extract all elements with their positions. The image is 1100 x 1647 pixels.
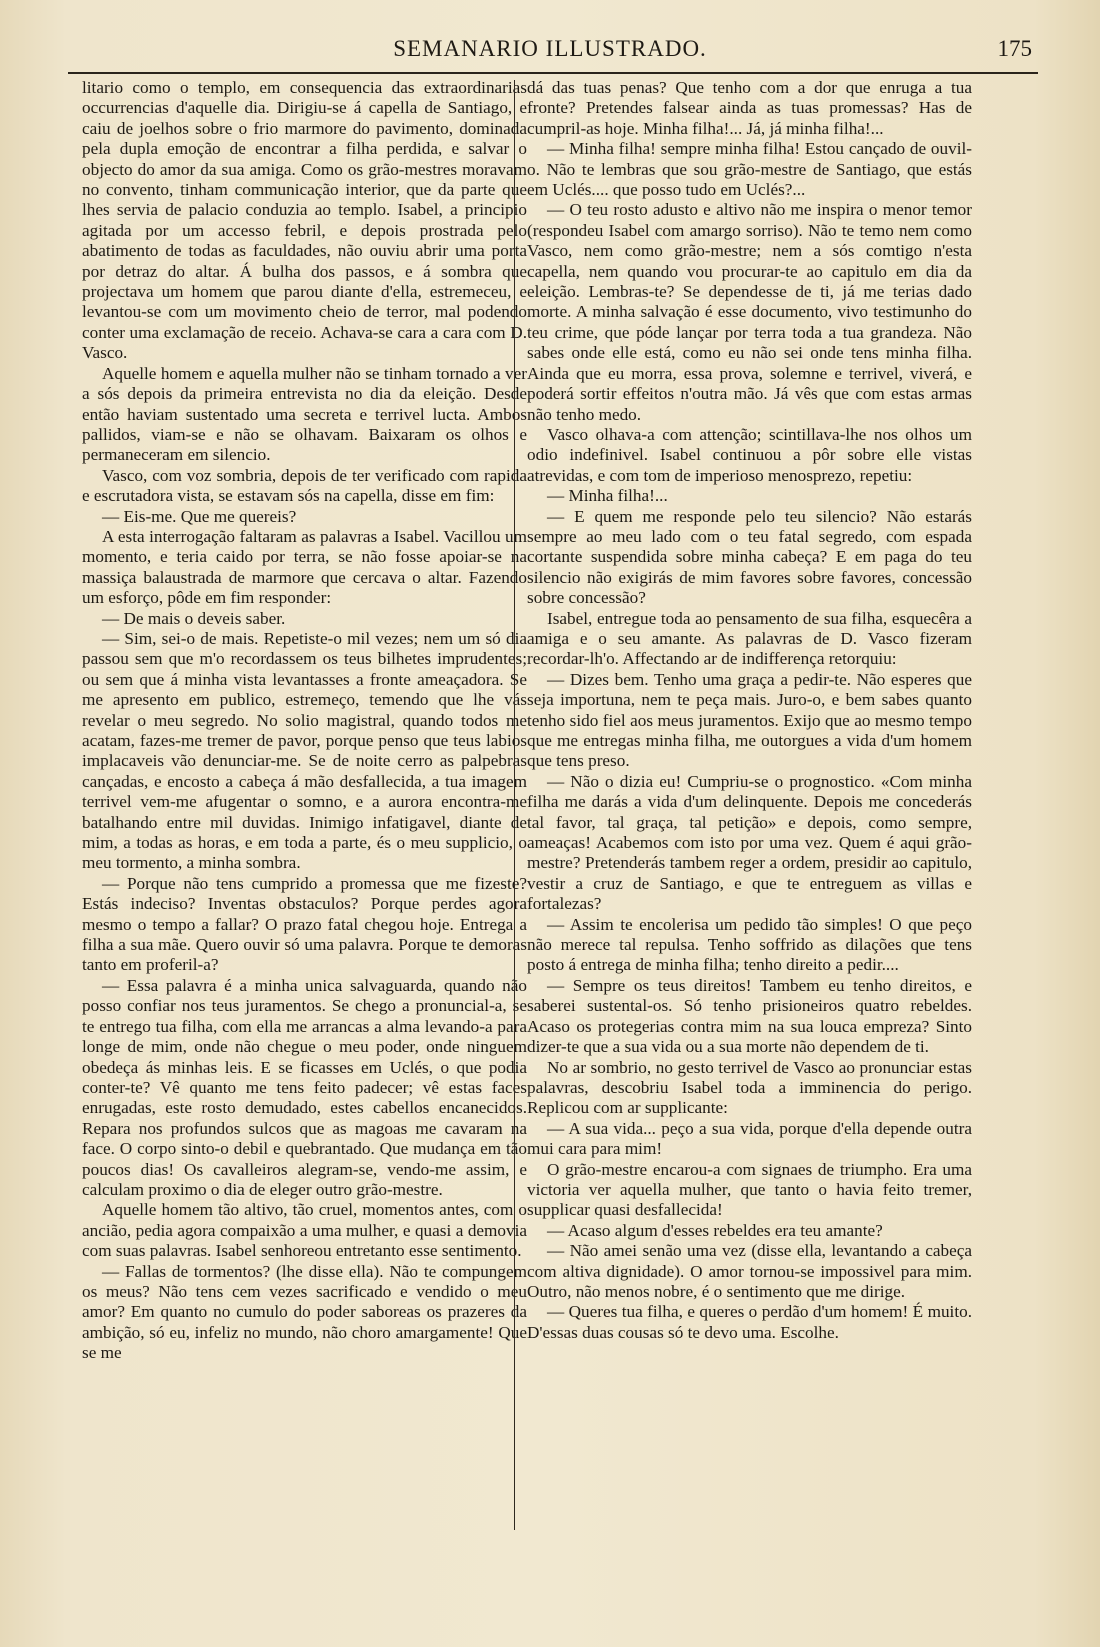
paragraph: Vasco, com voz sombria, depois de ter verificado com rapida e escrutadora vista, se estavam sós na capella, disse em fim: bbox=[82, 465, 527, 506]
paragraph: — A sua vida... peço a sua vida, porque d'ella depende outra mui cara para mim! bbox=[527, 1118, 972, 1159]
paragraph: — Sempre os teus direitos! Tambem eu tenho direitos, e saberei sustental-os. Só tenho prisioneiros quatro rebeldes. Acaso os protegerias contra mim na sua louca empreza? Sinto dizer-te que a sua vida ou a sua morte não dependem de ti. bbox=[527, 975, 972, 1057]
paragraph: litario como o templo, em consequencia das extraordinarias occurrencias d'aquelle dia. Dirigiu-se á capella de Santiago, e caiu de joelhos sobre o frio marmore do pavimento, dominada pela dupla emoção de encontrar a filha perdida, e salvar o objecto do amor da sua amiga. Como os grão-mestres moravam no convento, tinham communicação interior, que da parte que lhes servia de palacio conduzia ao templo. Isabel, a principio agitada por um accesso febril, e depois prostrada pelo abatimento de todas as faculdades, não ouviu abrir uma porta por detraz do altar. Á bulha dos passos, e á sombra que projectava um homem que parou diante d'ella, estremeceu, e levantou-se com um movimento cheio de terror, mal podendo conter uma exclamação de receio. Achava-se cara a cara com D. Vasco. bbox=[82, 78, 527, 363]
paragraph: — E quem me responde pelo teu silencio? Não estarás sempre ao meu lado com o teu fatal segredo, com espada cortante suspendida sobre minha cabeça? E em paga do teu silencio não exigirás de mim favores sobre favores, concessão sobre concessão? bbox=[527, 506, 972, 608]
paragraph: — O teu rosto adusto e altivo não me inspira o menor temor (respondeu Isabel com amargo sorriso). Não te temo nem como Vasco, nem como grão-mestre; nem a sós comtigo n'esta capella, nem quando vou procurar-te ao capitulo em dia da eleição. Lembras-te? Se dependesse de ti, já me terias dado morte. A minha salvação é esse documento, vivo testimunho do teu crime, que póde lançar por terra toda a tua grandeza. Não sabes onde elle está, como eu não sei onde tens minha filha. Ainda que eu morra, essa prova, solemne e terrivel, viverá, e poderá sortir effeitos n'outra mão. Já vês que com estas armas não tenho medo. bbox=[527, 200, 972, 424]
paragraph: Isabel, entregue toda ao pensamento de sua filha, esquecêra a amiga e o seu amante. As palavras de D. Vasco fizeram recordar-lh'o. Affectando ar de indifferença retorquiu: bbox=[527, 608, 972, 669]
paragraph: No ar sombrio, no gesto terrivel de Vasco ao pronunciar estas palavras, descobriu Isabel toda a imminencia do perigo. Replicou com ar supplicante: bbox=[527, 1057, 972, 1118]
paragraph: — Não amei senão uma vez (disse ella, levantando a cabeça com altiva dignidade). O amor tornou-se impossivel para mim. Outro, não menos nobre, é o sentimento que me dirige. bbox=[527, 1241, 972, 1301]
paragraph: — De mais o deveis saber. bbox=[102, 608, 286, 628]
paragraph: dá das tuas penas? Que tenho com a dor que enruga a tua fronte? Pretendes falsear ainda as tuas promessas? Has de cumpril-as hoje. Minha filha!... Já, já minha filha!... bbox=[527, 78, 972, 138]
paragraph: — Minha filha! sempre minha filha! Estou cançado de ouvil-o. Não te lembras que sou grão-mestre de Santiago, que estás em Uclés.... que posso tudo em Uclés?... bbox=[527, 139, 972, 200]
page-header bbox=[60, 30, 1040, 70]
paragraph: — Sim, sei-o de mais. Repetiste-o mil vezes; nem um só dia passou sem que m'o recordassem os teus bilhetes imprudentes; ou sem que á minha vista levantasses a fronte ameaçadora. Se me apresento em publico, estremeço, temendo que lhe vás revelar o meu segredo. No solio magistral, quando todos me acatam, fazes-me tremer de pavor, porque penso que teus labios implacaveis vão denunciar-me. Se de noite cerro as palpebras cançadas, e encosto a cabeça á mão desfallecida, a tua imagem terrivel vem-me afugentar o somno, e a aurora encontra-me batalhando entre mil duvidas. Inimigo infatigavel, diante de mim, a todas as horas, e em toda a parte, és o meu supplicio, o meu tormento, a minha sombra. bbox=[82, 628, 527, 873]
right-column bbox=[527, 78, 972, 1343]
paragraph: — Eis-me. Que me quereis? bbox=[102, 506, 297, 526]
running-title: SEMANARIO ILLUSTRADO. bbox=[393, 36, 707, 61]
paragraph: O grão-mestre encarou-a com signaes de triumpho. Era uma victoria ver aquella mulher, que tanto o havia feito tremer, supplicar quasi desfallecida! bbox=[527, 1159, 972, 1220]
paragraph: Vasco olhava-a com attenção; scintillava-lhe nos olhos um odio indefinivel. Isabel continuou a pôr sobre elle vistas atrevidas, e com tom de imperioso menosprezo, repetiu: bbox=[527, 424, 972, 485]
paragraph: — Queres tua filha, e queres o perdão d'um homem! É muito. D'essas duas cousas só te devo uma. Escolhe. bbox=[527, 1302, 972, 1342]
paragraph: — Assim te encolerisa um pedido tão simples! O que peço não merece tal repulsa. Tenho soffrido as dilações que tens posto á entrega de minha filha; tenho direito a pedir.... bbox=[527, 914, 972, 975]
paragraph: — Porque não tens cumprido a promessa que me fizeste? Estás indeciso? Inventas obstaculos? Porque perdes agora mesmo o tempo a fallar? O prazo fatal chegou hoje. Entrega a filha a sua mãe. Quero ouvir só uma palavra. Porque te demoras tanto em proferil-a? bbox=[82, 873, 527, 975]
paragraph: — Minha filha!... bbox=[547, 486, 668, 506]
paragraph: — Fallas de tormentos? (lhe disse ella). Não te compungem os meus? Não tens cem vezes sacrificado e vendido o meu amor? Em quanto no cumulo do poder saboreas os prazeres da ambição, só eu, infeliz no mundo, não choro amargamente! Que se me bbox=[82, 1261, 527, 1363]
page-number: 175 bbox=[997, 36, 1032, 61]
paragraph: Aquelle homem tão altivo, tão cruel, momentos antes, com o ancião, pedia agora compaixão a uma mulher, e quasi a demovia com suas palavras. Isabel senhoreou entretanto esse sentimento. bbox=[82, 1200, 527, 1261]
paragraph: — Essa palavra é a minha unica salvaguarda, quando não posso confiar nos teus juramentos. Se chego a pronuncial-a, se te entrego tua filha, com ella me arrancas a alma levando-a para longe de mim, onde não chegue o meu poder, onde ninguem obedeça ás minhas leis. E se ficasses em Uclés, o que podia conter-te? Vê quanto me tens feito padecer; vê estas faces enrugadas, este rosto demudado, estes cabellos encanecidos. Repara nos profundos sulcos que as magoas me cavaram na face. O corpo sinto-o debil e quebrantado. Que mudança em tão poucos dias! Os cavalleiros alegram-se, vendo-me assim, e calculam proximo o dia de eleger outro grão-mestre. bbox=[82, 975, 527, 1199]
paragraph: A esta interrogação faltaram as palavras a Isabel. Vacillou um momento, e teria caido por terra, se não fosse apoiar-se na massiça balaustrada de marmore que cercava o altar. Fazendo um esforço, pôde em fim responder: bbox=[82, 526, 527, 608]
paragraph: — Dizes bem. Tenho uma graça a pedir-te. Não esperes que seja importuna, nem te peça mais. Juro-o, e bem sabes quanto tenho sido fiel aos meus juramentos. Exijo que ao mesmo tempo que me entregas minha filha, me outorgues a vida d'um homem que tens preso. bbox=[527, 669, 972, 771]
left-column bbox=[82, 78, 527, 1364]
column-divider bbox=[514, 80, 515, 1530]
paragraph: — Acaso algum d'esses rebeldes era teu amante? bbox=[547, 1220, 883, 1240]
header-rule bbox=[68, 72, 1038, 74]
paragraph: Aquelle homem e aquella mulher não se tinham tornado a ver a sós depois da primeira entrevista no dia da eleição. Desde então haviam sustentado uma secreta e terrivel lucta. Ambos pallidos, viam-se e não se olhavam. Baixaram os olhos e permaneceram em silencio. bbox=[82, 363, 527, 465]
paragraph: — Não o dizia eu! Cumpriu-se o prognostico. «Com minha filha me darás a vida d'um delinquente. Depois me concederás tal favor, tal graça, tal petição» e depois, como sempre, ameaças! Acabemos com isto por uma vez. Quem é aqui grão-mestre? Pretenderás tambem reger a ordem, presidir ao capitulo, vestir a cruz de Santiago, e que te entreguem as villas e fortalezas? bbox=[527, 771, 972, 914]
